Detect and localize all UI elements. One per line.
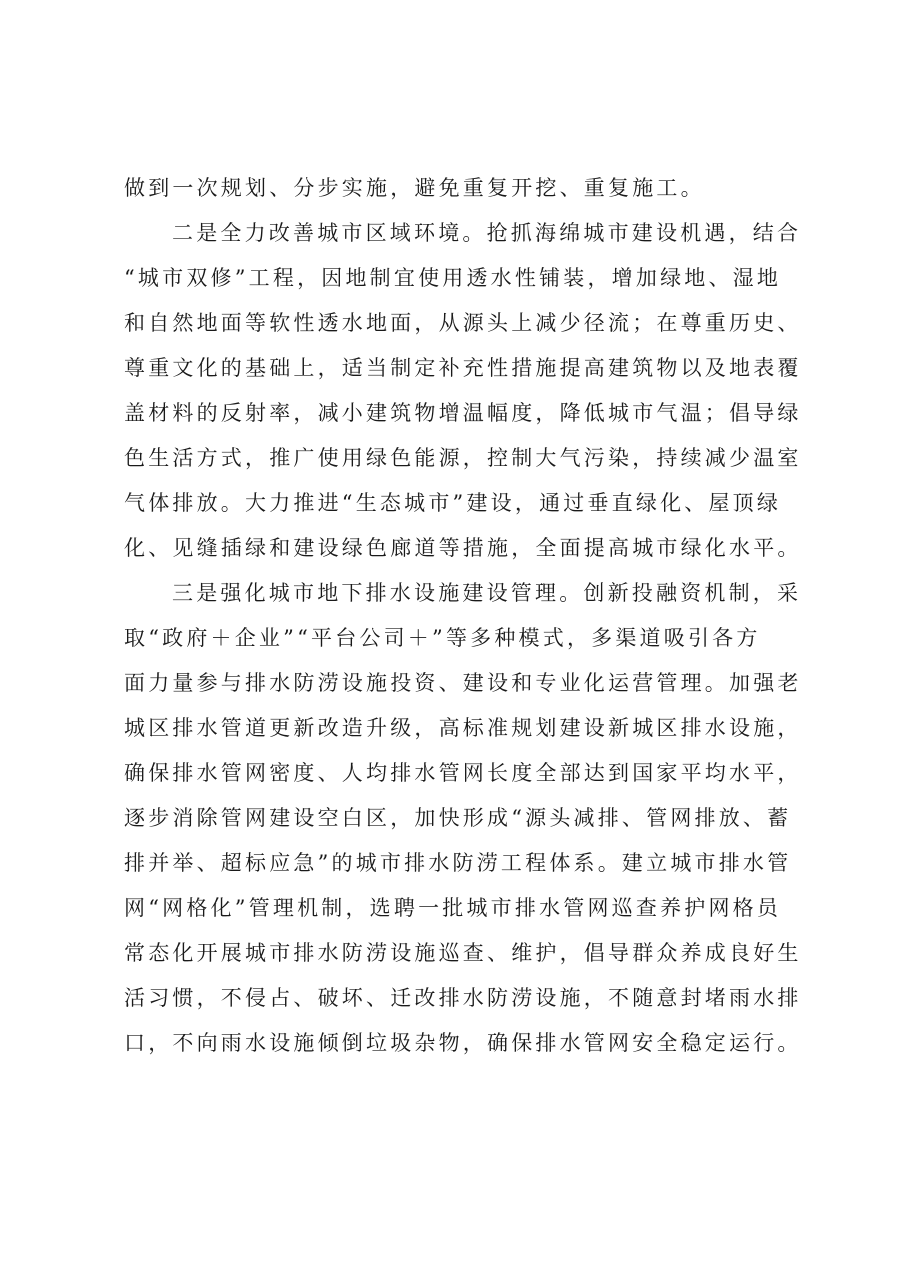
text-line: 气体排放。大力推进“生态城市”建设，通过垂直绿化、屋顶绿 <box>124 491 782 515</box>
text-line: 城区排水管道更新改造升级，高标准规划建设新城区排水设施， <box>124 716 802 740</box>
text-line: 取“政府＋企业”“平台公司＋”等多种模式，多渠道吸引各方 <box>124 626 761 650</box>
text-line: 尊重文化的基础上，适当制定补充性措施提高建筑物以及地表覆 <box>124 356 802 380</box>
text-line: 网“网格化”管理机制，选聘一批城市排水管网巡查养护网格员 <box>124 896 782 920</box>
text-line: 常态化开展城市排水防涝设施巡查、维护，倡导群众养成良好生 <box>124 941 802 965</box>
text-line: 排并举、超标应急”的城市排水防涝工程体系。建立城市排水管 <box>124 851 792 875</box>
text-line: 盖材料的反射率，减小建筑物增温幅度，降低城市气温；倡导绿 <box>124 401 802 425</box>
text-line: 做到一次规划、分步实施，避免重复开挖、重复施工。 <box>124 176 705 200</box>
text-line: “城市双修”工程，因地制宜使用透水性铺装，增加绿地、湿地 <box>124 266 782 290</box>
text-line: 逐步消除管网建设空白区，加快形成“源头减排、管网排放、蓄 <box>124 806 792 830</box>
text-line: 和自然地面等软性透水地面，从源头上减少径流；在尊重历史、 <box>124 311 802 335</box>
paragraph-start-line: 三是强化城市地下排水设施建设管理。创新投融资机制，采 <box>172 581 802 605</box>
text-line: 活习惯，不侵占、破坏、迁改排水防涝设施，不随意封堵雨水排 <box>124 986 802 1010</box>
text-line: 化、见缝插绿和建设绿色廊道等措施，全面提高城市绿化水平。 <box>124 536 802 560</box>
text-line: 色生活方式，推广使用绿色能源，控制大气污染，持续减少温室 <box>124 446 802 470</box>
text-line: 确保排水管网密度、人均排水管网长度全部达到国家平均水平， <box>124 761 802 785</box>
document-body <box>124 166 804 1066</box>
text-line: 口，不向雨水设施倾倒垃圾杂物，确保排水管网安全稳定运行。 <box>124 1031 802 1055</box>
paragraph-start-line: 二是全力改善城市区域环境。抢抓海绵城市建设机遇，结合 <box>172 221 802 245</box>
text-line: 面力量参与排水防涝设施投资、建设和专业化运营管理。加强老 <box>124 671 802 695</box>
